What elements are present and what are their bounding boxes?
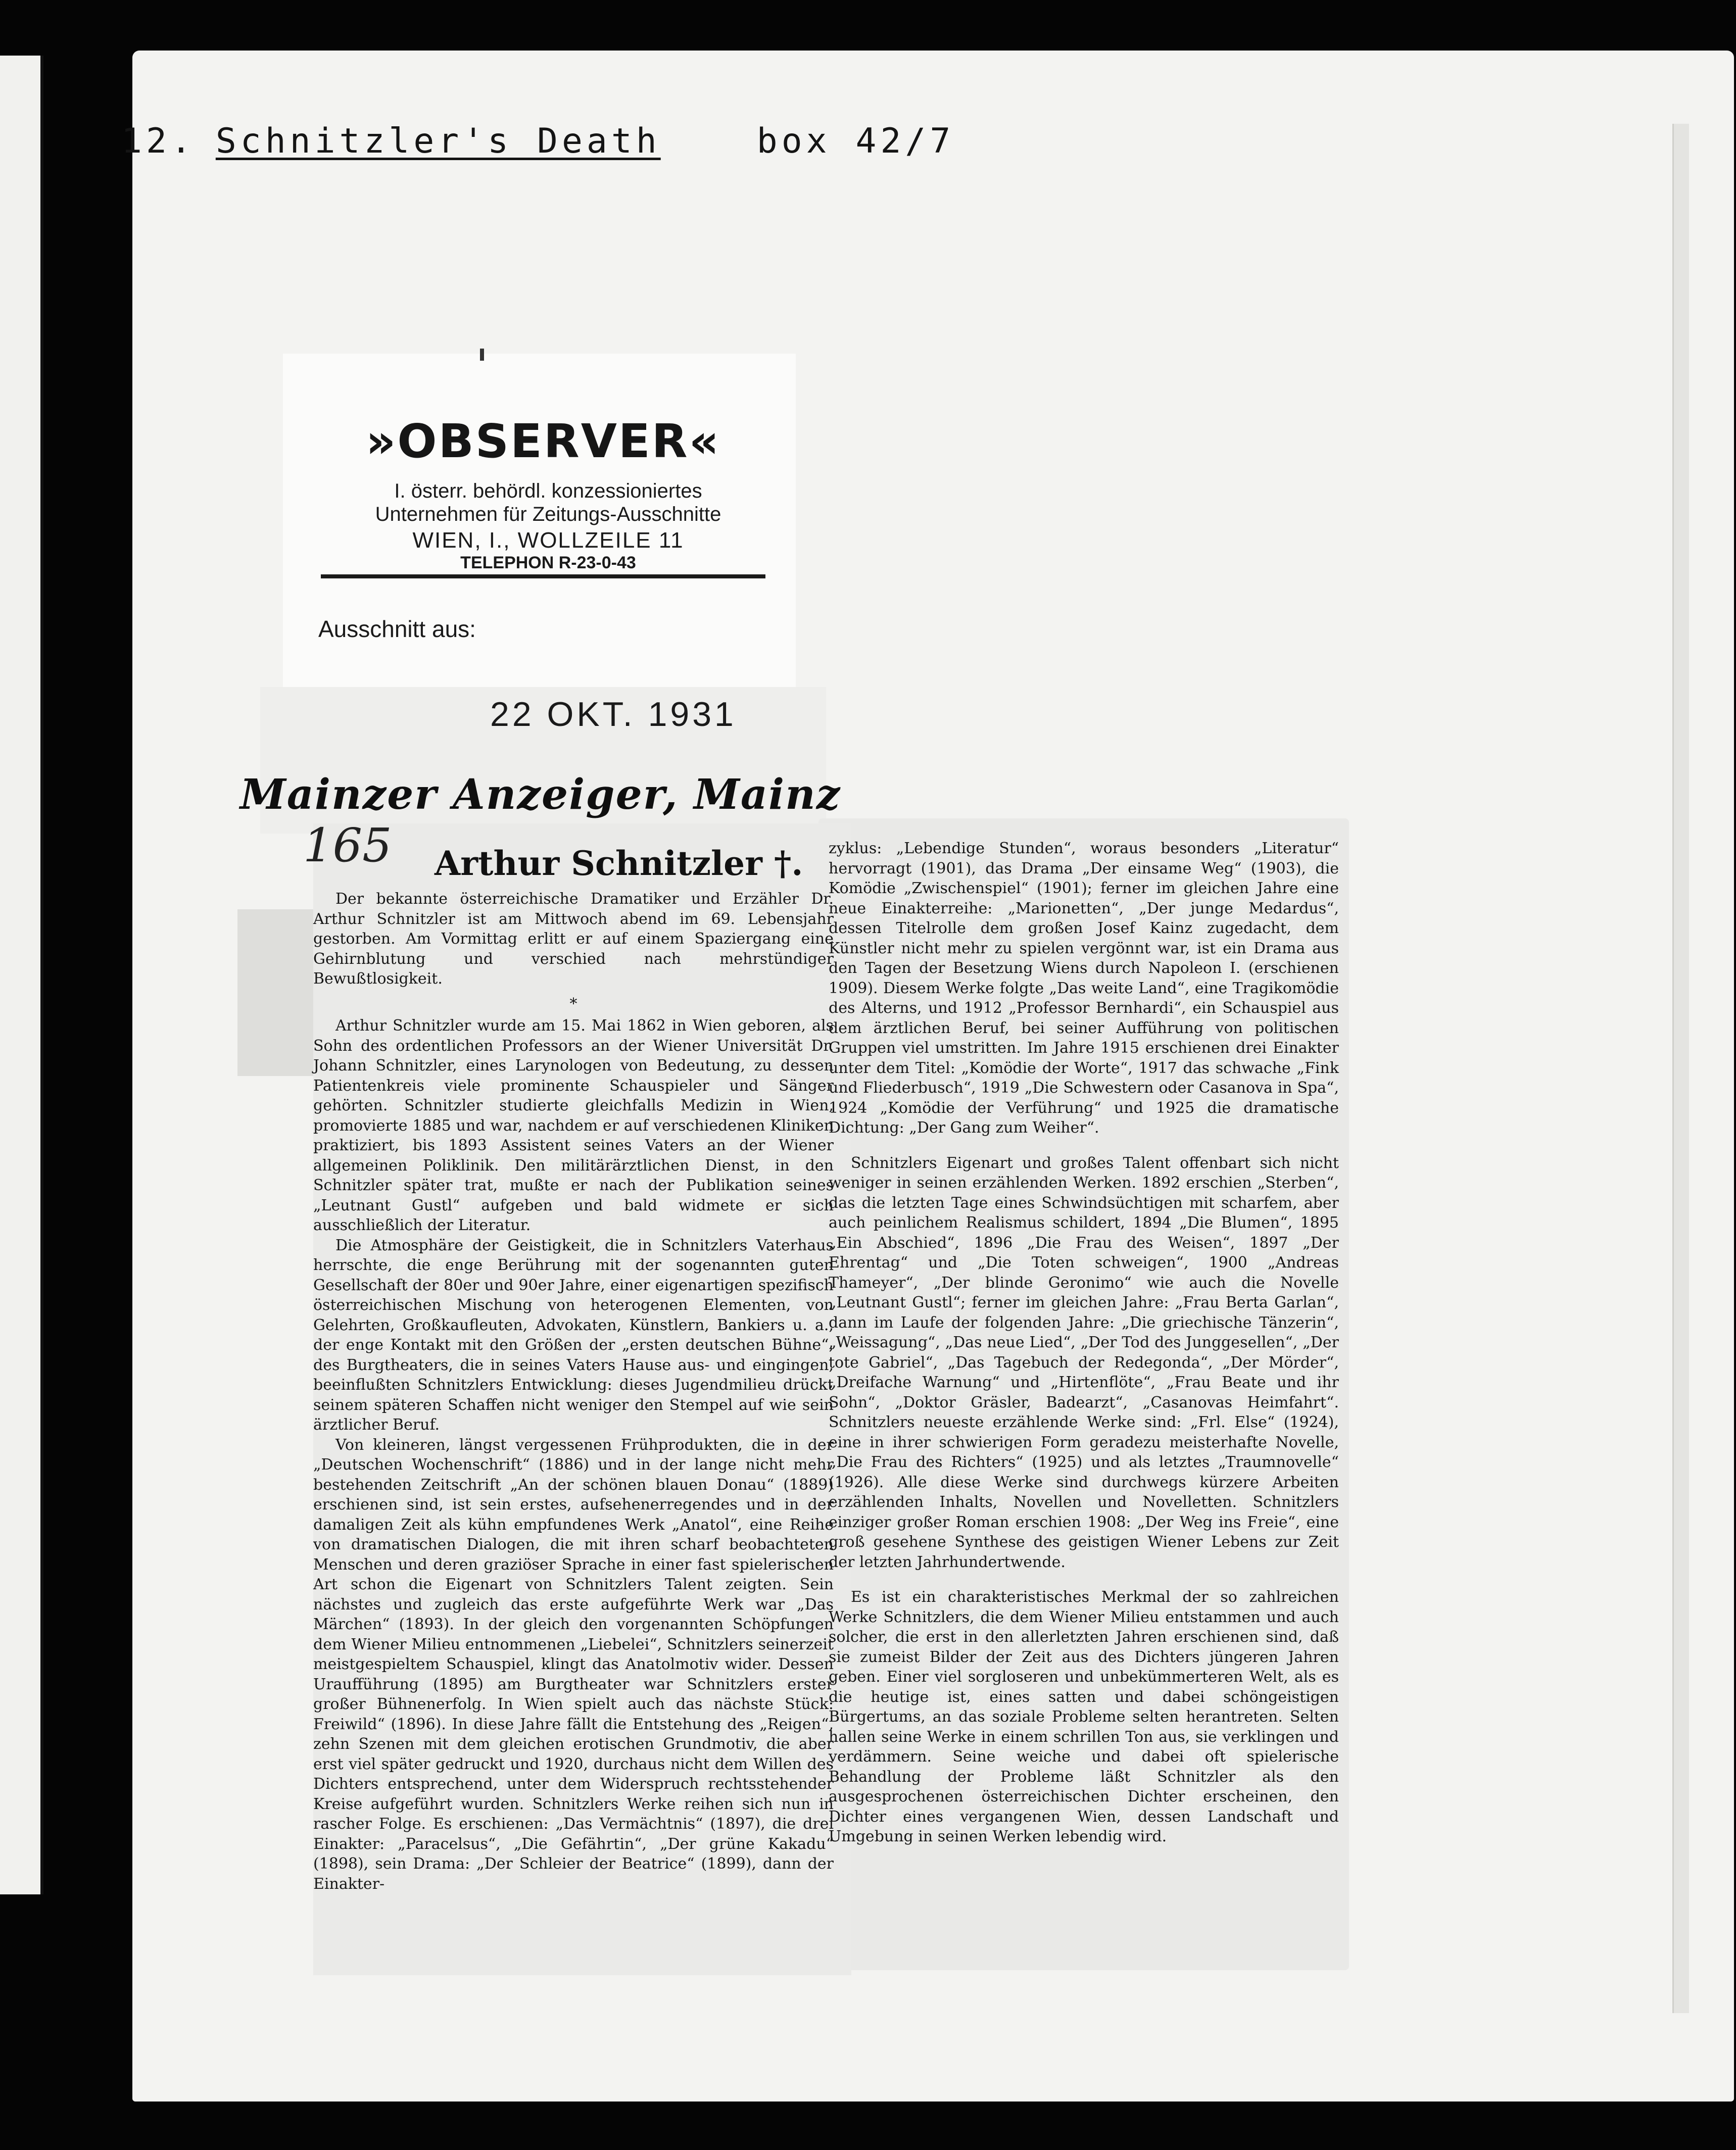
adjacent-page-edge <box>0 56 43 1894</box>
folder-number: 12. <box>121 121 196 161</box>
date-stamp: 22 OKT. 1931 <box>490 695 737 734</box>
pencil-note: 165 <box>303 818 392 872</box>
article-paragraph: Der bekannte österreichische Dramatiker und Erzähler Dr. Arthur Schnitzler ist am Mittwoch abend im 69. Lebensjahr gestorben. Am Vormittag erlitt er auf einem Spaziergang eine Gehirnblutung und verschied nach mehrstündiger Bewußtlosigkeit. <box>313 890 834 988</box>
article-right-column <box>829 839 1339 1847</box>
clipping-fragment <box>237 909 321 1076</box>
article-paragraph: Schnitzlers Eigenart und großes Talent offenbart sich nicht weniger in seinen erzählenden Werken. 1892 erschien „Sterben“, das die letzten Tage eines Schwindsüchtigen mit scharfem, aber auch peinlichem Realismus schildert, 1894 „Die Blumen“, 1895 „Ein Abschied“, 1896 „Die Frau des Weisen“, 1897 „Der Ehrentag“ und „Die Toten schweigen“, 1900 „Andreas Thameyer“, „Der blinde Geronimo“ wie auch die Novelle „Leutnant Gustl“; ferner im gleichen Jahre: „Frau Berta Garlan“, dann im Laufe der folgenden Jahre: „Die griechische Tänzerin“, „Weissagung“, „Das neue Lied“, „Der Tod des Junggesellen“, „Der tote Gabriel“, „Das Tagebuch der Redegonda“, „Der Mörder“, „Dreifache Warnung“ und „Hirtenflöte“, „Frau Beate und ihr Sohn“, „Doktor Gräsler, Badearzt“, „Casanovas Heimfahrt“. Schnitzlers neueste erzählende Werke sind: „Frl. Else“ (1924), eine in ihrer schwierigen Form geradezu meisterhafte Novelle, „Die Frau des Richters“ (1925) und als letztes „Traumnovelle“ (1926). Alle diese Werke sind durchwegs kürzere Arbeiten erzählenden Inhalts, Novellen und Novelletten. Schnitzlers einziger großer Roman erschien 1908: „Der Weg ins Freie“, eine groß gesehene Synthese des geistigen Wiener Lebens zur Zeit der letzten Jahrhundertwende. <box>829 1154 1339 1571</box>
article-paragraph: zyklus: „Lebendige Stunden“, woraus besonders „Literatur“ hervorragt (1901), das Drama „Der einsame Weg“ (1903), die Komödie „Zwischenspiel“ (1901); ferner im gleichen Jahre eine neue Einakterreihe: „Marionetten“, „Der junge Medardus“, dessen Titelrolle dem großen Josef Kainz zugedacht, dem Künstler nicht mehr zu spielen vergönnt war, ist ein Drama aus den Tagen der Besetzung Wiens durch Napoleon I. (erschienen 1909). Diesem Werke folgte „Das weite Land“, eine Tragikomödie des Alterns, und 1912 „Professor Bernhardi“, ein Schauspiel aus dem ärztlichen Beruf, bei seiner Aufführung von politischen Gruppen viel umstritten. Im Jahre 1915 erschienen drei Einakter unter dem Titel: „Komödie der Worte“, 1917 das schwache „Fink und Fliederbusch“, 1919 „Die Schwestern oder Casanova in Spa“, 1924 „Komödie der Verführung“ und 1925 die dramatische Dichtung: „Der Gang zum Weiher“. <box>829 840 1339 1137</box>
observer-phone: TELEPHON R-23-0-43 <box>460 553 636 572</box>
observer-line1: I. österr. behördl. konzessioniertes <box>394 480 702 502</box>
article-paragraph: Von kleineren, längst vergessenen Frühprodukten, die in der „Deutschen Wochenschrift“ (1886) und in der lange nicht mehr bestehenden Zeitschrift „An der schönen blauen Donau“ (1889) erschienen sind, ist sein erstes, aufsehenerregendes und in der damaligen Zeit als kühn empfundenes Werk „Anatol“, eine Reihe von dramatischen Dialogen, die mit ihren scharf beobachteten Menschen und deren graziöser Sprache in einer fast spielerischen Art schon die Eigenart von Schnitzlers Talent zeigten. Sein nächstes und zugleich das erste aufgeführte Werk war „Das Märchen“ (1893). In der gleich den vorgenannten Schöpfungen dem Wiener Milieu entnommenen „Liebelei“, Schnitzlers seinerzeit meistgespieltem Schauspiel, klingt das Anatolmotiv wider. Dessen Uraufführung (1895) am Burgtheater war Schnitzlers erster großer Bühnenerfolg. In Wien spielt auch das nächste Stück: Freiwild“ (1896). In diese Jahre fällt die Entstehung des „Reigen“, zehn Szenen mit dem gleichen erotischen Grundmotiv, die aber erst viel später gedruckt und 1920, durchaus nicht dem Willen des Dichters entsprechend, unter dem Widerspruch rechtsstehender Kreise aufgeführt wurden. Schnitzlers Werke reihen sich nun in rascher Folge. Es erschienen: „Das Vermächtnis“ (1897), die drei Einakter: „Paracelsus“, „Die Gefährtin“, „Der grüne Kakadu“ (1898), sein Drama: „Der Schleier der Beatrice“ (1899), dann der Einakter- <box>313 1436 834 1893</box>
newspaper-name: Mainzer Anzeiger, Mainz <box>240 770 841 819</box>
page-fold <box>1672 124 1689 2013</box>
observer-address: WIEN, I., WOLLZEILE 11 <box>412 528 684 553</box>
article-paragraph: Es ist ein charakteristisches Merkmal der so zahlreichen Werke Schnitzlers, die dem Wiener Milieu entstammen und auch solcher, die erst in den allerletzten Jahren erschienen sind, daß sie zumeist Bilder der Zeit aus des Dichters jüngeren Jahren geben. Einer viel sorgloseren und unbekümmerteren Welt, als es die heutige ist, eines satten und dabei schöngeistigen Bürgertums, an das soziale Probleme selten herantreten. Selten hallen seine Werke in einem schrillen Ton aus, sie verklingen und verdämmern. Seine weiche und dabei oft spielerische Behandlung der Probleme läßt Schnitzler als den ausgesprochenen österreichischen Dichter erscheinen, den Dichter eines vergangenen Wien, dessen Landschaft und Umgebung in seinen Werken lebendig wird. <box>829 1588 1339 1845</box>
article-left-column <box>313 889 834 1894</box>
ink-mark <box>480 349 484 361</box>
observer-name: »OBSERVER« <box>365 414 721 468</box>
section-divider: * <box>569 995 577 1013</box>
observer-stamp <box>283 354 796 687</box>
article-paragraph: Arthur Schnitzler wurde am 15. Mai 1862 in Wien geboren, als Sohn des ordentlichen Professors an der Wiener Universität Dr. Johann Schnitzler, eines Larynologen von Bedeutung, zu dessen Patientenkreis viele prominente Schauspieler und Sänger gehörten. Schnitzler studierte gleichfalls Medizin in Wien, promovierte 1885 und war, nachdem er auf verschiedenen Kliniken praktiziert, bis 1893 Assistent seines Vaters an der Wiener allgemeinen Poliklinik. Den militärärztlichen Dienst, in den Schnitzler später trat, mußte er nach der Publikation seines „Leutnant Gustl“ aufgeben und bald widmete er sich ausschließlich der Literatur. <box>313 1017 834 1234</box>
folder-title: Schnitzler's Death <box>215 121 661 161</box>
clipping-source-label: Ausschnitt aus: <box>318 616 476 642</box>
stamp-rule <box>321 574 765 578</box>
article-title: Arthur Schnitzler †. <box>435 844 803 883</box>
folder-header <box>121 121 954 161</box>
article-paragraph: Die Atmosphäre der Geistigkeit, die in Schnitzlers Vaterhaus herrschte, die enge Berührung mit der sogenannten guten Gesellschaft der 80er und 90er Jahre, einer eigenartigen spezifisch österreichischen Mischung von heterogenen Elementen, von Gelehrten, Großkaufleuten, Advokaten, Künstlern, Bankiers u. a., der enge Kontakt mit den Größen der „ersten deutschen Bühne“, des Burgtheaters, die in seines Vaters Hause aus- und eingingen, beeinflußten Schnitzlers Entwicklung: dieses Jugendmilieu drückt seinem späteren Schaffen nicht weniger den Stempel auf wie sein ärztlicher Beruf. <box>313 1236 834 1434</box>
observer-line2: Unternehmen für Zeitungs-Ausschnitte <box>375 503 721 525</box>
box-label: box 42/7 <box>756 121 955 161</box>
